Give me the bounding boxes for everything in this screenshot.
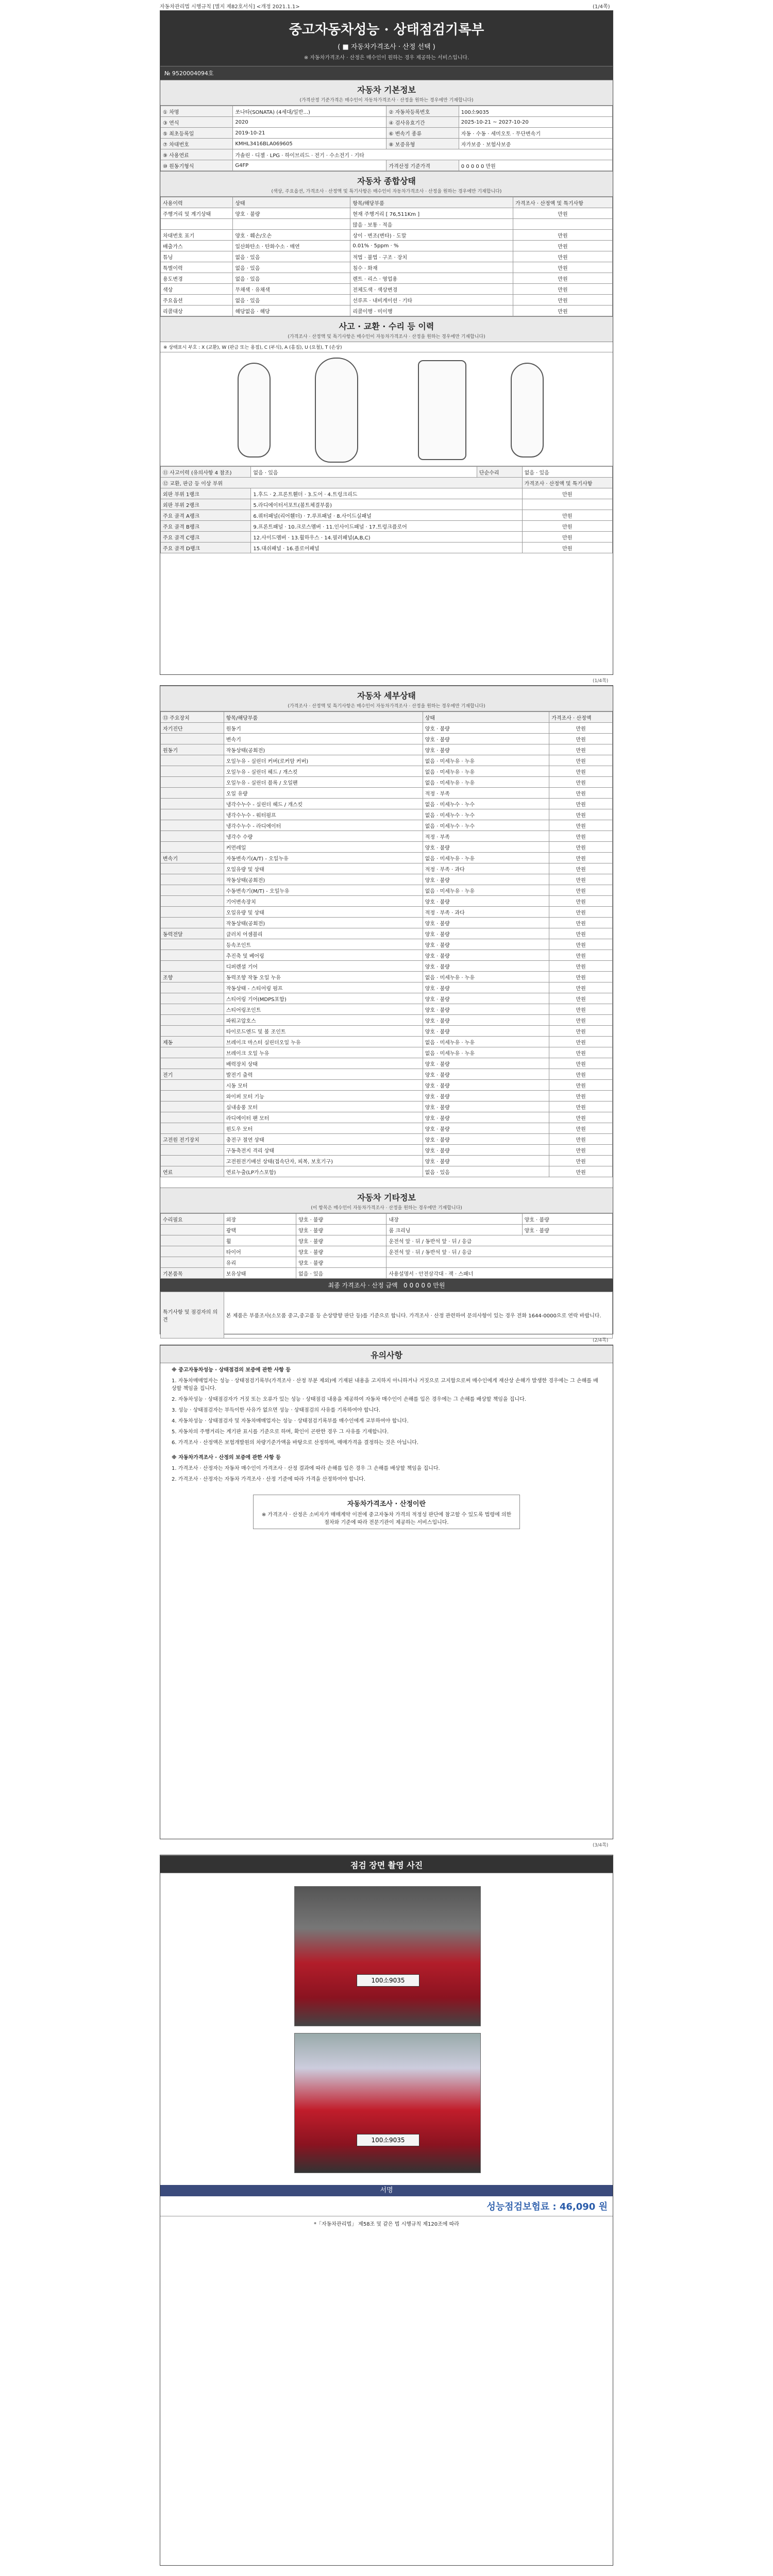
notice-body [160,1363,613,1489]
table-row: 라디에이터 팬 모터 양호 · 불량 만원 [161,1112,613,1123]
document-header [160,11,613,66]
page-mark-2: (2/4쪽) [593,1338,609,1343]
table-row: 리콜대상 해당없음 · 해당 리콜이행 · 미이행 만원 [161,306,613,316]
form-reference: 자동차관리법 시행규칙 [별지 제82호서식] <개정 2021.1.1> [160,4,300,10]
table-row: ⑪ 사고이력 (유의사항 4 참조) 없음 · 있음 단순수리 없음 · 있음 [161,467,613,478]
table-row: 기어변속장치 양호 · 불량 만원 [161,896,613,907]
license-plate: 100소9035 [357,2134,419,2146]
table-header-row: 사용이력 상태 항목/해당부품 가격조사 · 산정액 및 특기사항 [161,197,613,208]
fee-value: 46,090 원 [559,2201,608,2212]
table-row: 기본품목 보유상태 없음 · 있음 사용설명서 · 안전삼각대 · 잭 · 스패너 [161,1268,613,1279]
table-row: 주요 골격 B랭크 9.프론트패널 · 10.크로스멤버 · 11.인사이드패널 · 17.트렁크플로어 만원 [161,521,613,532]
page-1 [160,10,613,675]
mileage-value: 현재 주행거리 [ 76,511Km ] [350,208,513,219]
table-row: 주요 골격 D랭크 15.대쉬패널 · 16.플로어패널 만원 [161,543,613,553]
table-row: 디퍼렌셜 기어 양호 · 불량 만원 [161,961,613,972]
notice-paragraph: 5. 자동차의 주행거리는 계기판 표시를 기준으로 하며, 확인이 곤란한 경우 그 사유를 기재합니다. [172,1429,389,1435]
other-caption: (이 항목은 매수인이 자동차가격조사 · 산정을 원하는 경우에만 기재합니다) [311,1206,462,1211]
final-price-title: 최종 가격조사 · 산정 금액 [328,1282,398,1289]
table-row: 작동상태(공회전) 양호 · 불량 만원 [161,918,613,928]
other-header [160,1188,613,1213]
table-row: 많음 · 보통 · 적음 [161,219,613,230]
table-row: 외판 부위 1랭크 1.후드 · 2.프론트휀더 · 3.도어 · 4.트렁크리드 만원 [161,488,613,499]
license-plate: 100소9035 [357,1974,419,1987]
signature-section [160,2185,613,2230]
general-status-caption: (색상, 주요옵션, 가격조사 · 산정액 및 특기사항은 매수인이 자동차가격조사 · 산정을 원하는 경우에만 기재합니다) [271,189,502,194]
table-row: 고전원전기배선 상태(접속단자, 피복, 보호기구) 양호 · 불량 만원 [161,1156,613,1166]
serial-number: № 9520004094호 [160,66,613,80]
table-row: 파워고압호스 양호 · 불량 만원 [161,1015,613,1026]
basic-info-caption: (가격산정 기준가격은 매수인이 자동차가격조사 · 산정을 원하는 경우에만 기재합니다) [299,98,474,103]
table-row: 오일 유량 적정 · 부족 만원 [161,788,613,799]
notice-subtitle-1: ※ 중고자동차성능 · 상태점검의 보증에 관한 사항 등 [172,1367,291,1373]
basic-info-header [160,80,613,106]
table-row: 시동 모터 양호 · 불량 만원 [161,1080,613,1091]
table-row: 추진축 및 베어링 양호 · 불량 만원 [161,950,613,961]
notice-paragraph: 1. 가격조사 · 산정자는 자동차 매수인이 가격조사 · 산정 결과에 따라 손해를 입은 경우 그 손해를 배상할 책임을 집니다. [172,1466,440,1471]
table-row: 타이어 양호 · 불량 운전석 앞 · 뒤 / 동반석 앞 · 뒤 / 응급 [161,1246,613,1257]
notice-subtitle-2: ※ 자동차가격조사 · 산정의 보증에 관한 사항 등 [172,1455,281,1461]
other-title: 자동차 기타정보 [357,1193,416,1202]
car-right-side-outline [511,363,544,457]
notice-paragraph: 2. 가격조사 · 산정자는 자동차 가격조사 · 산정 기준에 따라 가격을 산정하여야 합니다. [172,1477,366,1482]
table-row: 스티어링 기어(MDPS포함) 양호 · 불량 만원 [161,993,613,1004]
notice-title: 유의사항 [371,1350,402,1360]
accident-title: 사고 · 교환 · 수리 등 이력 [339,321,434,331]
signature-title: 서명 [160,2185,613,2196]
table-row: 주요옵션 없음 · 있음 선루프 · 내비게이션 · 기타 만원 [161,295,613,306]
notice-paragraph: 2. 자동차성능 · 상태점검자가 거짓 또는 오류가 있는 성능 · 상태점검 내용을 제공하여 자동차 매수인이 손해를 입은 경우에는 그 손해를 배상할 책임을 집니다. [172,1397,526,1402]
table-row: 외판 부위 2랭크 5.라디에이터서포트(볼트체결부품) [161,499,613,510]
table-row: 브레이크 오일 누유 없음 · 미세누유 · 누유 만원 [161,1047,613,1058]
table-row: 변속기 자동변속기(A/T) - 오일누유 없음 · 미세누유 · 누유 만원 [161,853,613,863]
car-diagram [160,352,613,466]
document-subtitle: ( ■ 자동차가격조사 · 산정 선택 ) [338,43,435,51]
basic-info-table [160,106,613,171]
table-row: 냉각수누수 - 라디에이터 없음 · 미세누수 · 누수 만원 [161,820,613,831]
inspection-photo-rear [294,1886,481,2026]
table-row: 오일유량 및 상태 적정 · 부족 · 과다 만원 [161,907,613,918]
table-row: 윈도우 모터 양호 · 불량 만원 [161,1123,613,1134]
table-row: 원동기 작동상태(공회전) 양호 · 불량 만원 [161,744,613,755]
document-note: ※ 자동차가격조사 · 산정은 매수인이 원하는 경우 제공하는 서비스입니다. [304,55,469,61]
table-row: 구동축전지 격리 상태 양호 · 불량 만원 [161,1145,613,1156]
page-3 [160,1345,613,1839]
table-row: 유리 양호 · 불량 [161,1257,613,1268]
special-notes-table [160,1292,613,1338]
table-row: 주요 골격 A랭크 6.쿼터패널(리어휀더) · 7.루프패널 · 8.사이드실패널 만원 [161,510,613,521]
detail-table [160,711,613,1177]
table-row: 타이로드엔드 및 볼 조인트 양호 · 불량 만원 [161,1026,613,1037]
table-row: 특기사항 및 점검자의 의견 본 제품은 부품조사(소모품 중고,중고품 등 손상방향 판단 등)를 기준으로 합니다. 가격조사 · 산정 관련하여 문의사항이 있는 경우 전화 1644-0000으로 연락 바랍니다. [161,1292,613,1338]
document-title: 중고자동차성능 · 상태점검기록부 [289,22,484,38]
price-definition-box [253,1495,520,1529]
insurance-fee [160,2196,613,2216]
page-mark-1: (1/4쪽) [593,679,609,684]
table-row: 등속조인트 양호 · 불량 만원 [161,939,613,950]
table-row: 제동 브레이크 마스터 실린더오일 누유 없음 · 미세누유 · 누유 만원 [161,1037,613,1047]
car-frame-outline [418,360,466,460]
price-definition-text: ※ 가격조사 · 산정은 소비자가 매매계약 이전에 중고자동차 가격의 적정성 판단에 참고할 수 있도록 법령에 의한 절차와 기준에 따라 전문기관이 제공하는 서비스입니다. [261,1512,512,1526]
table-row: 광택 양호 · 불량 룸 크리닝 양호 · 불량 [161,1225,613,1235]
notice-paragraph: 4. 자동차성능 · 상태점검자 및 자동차매매업자는 성능 · 상태점검기록부를 매수인에게 교부하여야 합니다. [172,1418,409,1424]
table-header-row: ⑬ 주요장치 항목/해당부품 상태 가격조사 · 산정액 [161,712,613,723]
final-price-bar [160,1279,613,1292]
table-row: 자기진단 원동기 양호 · 불량 만원 [161,723,613,734]
detail-title: 자동차 세부상태 [357,691,416,701]
basic-info-title: 자동차 기본정보 [357,85,416,95]
table-row: 연료 연료누출(LP가스포함) 없음 · 있음 만원 [161,1166,613,1177]
table-row: 작동상태 - 스티어링 펌프 양호 · 불량 만원 [161,982,613,993]
detail-header [160,686,613,711]
notice-paragraph: 6. 가격조사 · 산정액은 보험개발원의 차량기준가액을 바탕으로 산정하며, 매매가격을 결정하는 것은 아닙니다. [172,1440,419,1446]
page-2 [160,685,613,1334]
page-4 [160,1855,613,2566]
table-row: ⑨ 사용연료 가솔린 · 디젤 · LPG · 하이브리드 · 전기 · 수소전기 · 기타 [161,149,613,160]
notice-header [160,1345,613,1363]
table-row: ⑦ 차대번호 KMHL3416BLA069605 ⑧ 보증유형 자가보증 · 보험사보증 [161,139,613,149]
notice-paragraph: 1. 자동차매매업자는 성능 · 상태점검기록부(가격조사 · 산정 부분 제외)에 기재된 내용을 고지하지 아니하거나 거짓으로 고지함으로써 매수인에게 재산상 손해가 발생한 경우에는 그 손해를 배상할 책임을 집니다. [172,1378,598,1392]
table-row: 특별이력 없음 · 있음 침수 · 화재 만원 [161,262,613,273]
table-row: 커먼레일 양호 · 불량 만원 [161,842,613,853]
table-row: 오일누유 - 실린더 헤드 / 개스킷 없음 · 미세누유 · 누유 만원 [161,766,613,777]
table-row: 휠 양호 · 불량 운전석 앞 · 뒤 / 동반석 앞 · 뒤 / 응급 [161,1235,613,1246]
page-mark-3: (3/4쪽) [593,1843,609,1848]
table-row: 냉각수누수 - 워터펌프 없음 · 미세누수 · 누수 만원 [161,809,613,820]
table-row: ③ 연식 2020 ④ 검사유효기간 2025-10-21 ~ 2027-10-20 [161,117,613,128]
photo-header [160,1855,613,1873]
damage-legend: ※ 상태표시 부호 : X (교환), W (판금 또는 용접), C (부식), A (흠집), U (요철), T (손상) [160,342,613,352]
table-row: 주요 골격 C랭크 12.사이드멤버 · 13.휠하우스 · 14.필러패널(A,B,C) 만원 [161,532,613,543]
table-row: 고전원 전기장치 충전구 절연 상태 양호 · 불량 만원 [161,1134,613,1145]
car-left-side-outline [238,363,271,457]
fee-label: 성능점검보험료 : [486,2201,557,2212]
table-row: 실내송풍 모터 양호 · 불량 만원 [161,1101,613,1112]
accident-caption: (가격조사 · 산정액 및 특기사항은 매수인이 자동차가격조사 · 산정을 원하는 경우에만 기재합니다) [288,334,485,340]
table-row: 작동상태(공회전) 양호 · 불량 만원 [161,874,613,885]
table-row: 오일누유 - 실린더 커버(로커암 커버) 없음 · 미세누유 · 누유 만원 [161,755,613,766]
table-row: 오일유량 및 상태 적정 · 부족 · 과다 만원 [161,863,613,874]
table-row: 조향 동력조향 작동 오일 누유 없음 · 미세누유 · 누유 만원 [161,972,613,982]
table-row: 오일누유 - 실린더 블록 / 오일팬 없음 · 미세누유 · 누유 만원 [161,777,613,788]
general-status-header [160,171,613,197]
table-row: 냉각수누수 - 실린더 헤드 / 개스킷 없음 · 미세누수 · 누수 만원 [161,799,613,809]
table-row: 스티어링조인트 양호 · 불량 만원 [161,1004,613,1015]
table-row: 튜닝 없음 · 있음 적법 · 불법 · 구조 · 장치 만원 [161,251,613,262]
table-row: 배력장치 상태 양호 · 불량 만원 [161,1058,613,1069]
car-top-outline [315,358,358,463]
table-row: 와이퍼 모터 기능 양호 · 불량 만원 [161,1091,613,1101]
table-row: ① 차명 쏘나타(SONATA) (4세대/일반...) ② 자동차등록번호 100소9035 [161,106,613,117]
table-row: 수동변속기(M/T) - 오일누유 없음 · 미세누유 · 누유 만원 [161,885,613,896]
table-row: 용도변경 없음 · 있음 렌트 · 리스 · 영업용 만원 [161,273,613,284]
table-row: 수리필요 외장 양호 · 불량 내장 양호 · 불량 [161,1214,613,1225]
table-row: ⑩ 원동기형식 G4FP 가격산정 기준가격 0 0 0 0 0 만원 [161,160,613,171]
photo-title: 점검 장면 촬영 사진 [350,1860,423,1870]
table-row: 배출가스 일산화탄소 · 탄화수소 · 매연 0.01% · 5ppm · % 만원 [161,241,613,251]
table-row: ⑫ 교환, 판금 등 이상 부위 가격조사 · 산정액 및 특기사항 [161,478,613,488]
table-row: 색상 무채색 · 유채색 전체도색 · 색상변경 만원 [161,284,613,295]
table-row: 냉각수 수량 적정 · 부족 만원 [161,831,613,842]
accident-table [160,466,613,553]
general-status-table [160,197,613,316]
table-row: ⑤ 최초등록일 2019-10-21 ⑥ 변속기 종류 자동 · 수동 · 세미오토 · 무단변속기 [161,128,613,139]
notice-paragraph: 3. 성능 · 상태점검자는 부득이한 사유가 없으면 성능 · 상태점검의 사유를 기록하여야 합니다. [172,1408,380,1413]
legal-footer: *「자동차관리법」 제58조 및 같은 법 시행규칙 제120조에 따라 [160,2216,613,2230]
table-row: 전기 발전기 출력 양호 · 불량 만원 [161,1069,613,1080]
table-row: 주행거리 및 계기상태 양호 · 불량 현재 주행거리 [ 76,511Km ] 만원 [161,208,613,219]
price-definition-title: 자동차가격조사 · 산정이란 [347,1500,426,1508]
table-row: 동력전달 클러치 어셈블리 양호 · 불량 만원 [161,928,613,939]
other-table [160,1213,613,1279]
table-row: 차대번호 표기 양호 · 훼손/오손 상이 · 변조(변타) · 도말 만원 [161,230,613,241]
general-status-title: 자동차 종합상태 [357,176,416,186]
accident-header [160,316,613,342]
detail-caption: (가격조사 · 산정액 및 특기사항은 매수인이 자동차가격조사 · 산정을 원하는 경우에만 기재합니다) [288,704,485,709]
page-count: (1/4쪽) [593,4,610,10]
table-row: 변속기 양호 · 불량 만원 [161,734,613,744]
inspection-photo-front [294,2033,481,2173]
final-price-value: 0 0 0 0 0 만원 [404,1282,445,1289]
